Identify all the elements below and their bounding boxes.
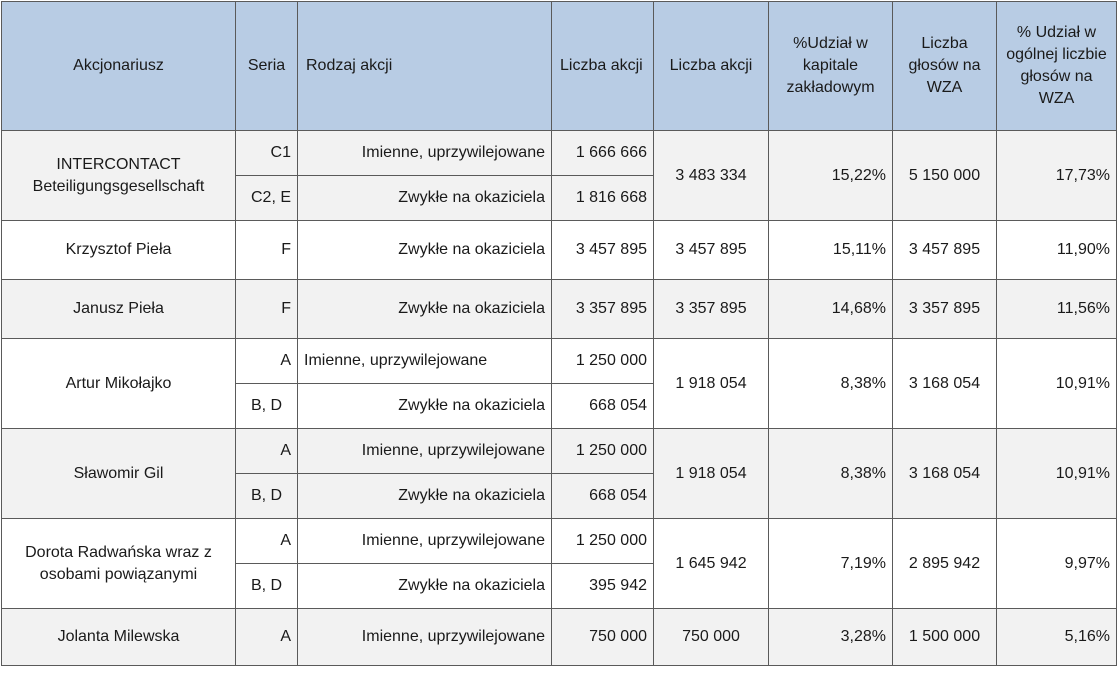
shareholder-table [1, 1, 1117, 666]
total-cell: 3 483 334 [654, 131, 769, 221]
liczba-cell: 1 816 668 [552, 176, 654, 221]
header-udzial-kapital: %Udział w kapitale zakładowym [769, 2, 893, 131]
udzial-glosy-cell: 17,73% [997, 131, 1117, 221]
liczba-cell: 395 942 [552, 564, 654, 609]
rodzaj-cell: Imienne, uprzywilejowane [298, 429, 552, 474]
total-cell: 750 000 [654, 609, 769, 666]
liczba-cell: 3 357 895 [552, 280, 654, 339]
shareholder-name: Sławomir Gil [2, 429, 236, 519]
udzial-glosy-cell: 10,91% [997, 429, 1117, 519]
liczba-cell: 750 000 [552, 609, 654, 666]
glosy-cell: 3 168 054 [893, 339, 997, 429]
table-row [2, 339, 1117, 384]
table-row [2, 609, 1117, 666]
glosy-cell: 5 150 000 [893, 131, 997, 221]
udzial-cell: 15,22% [769, 131, 893, 221]
udzial-glosy-cell: 11,56% [997, 280, 1117, 339]
liczba-cell: 668 054 [552, 474, 654, 519]
seria-cell: C1 [236, 131, 298, 176]
header-row [2, 2, 1117, 131]
rodzaj-cell: Imienne, uprzywilejowane [298, 131, 552, 176]
seria-cell: B, D [236, 384, 298, 429]
liczba-cell: 668 054 [552, 384, 654, 429]
udzial-cell: 7,19% [769, 519, 893, 609]
udzial-cell: 3,28% [769, 609, 893, 666]
total-cell: 1 645 942 [654, 519, 769, 609]
shareholder-name: Artur Mikołajko [2, 339, 236, 429]
shareholder-name: Janusz Pieła [2, 280, 236, 339]
glosy-cell: 3 457 895 [893, 221, 997, 280]
udzial-cell: 8,38% [769, 339, 893, 429]
shareholder-name: INTERCONTACT Beteiligungsgesellschaft [2, 131, 236, 221]
liczba-cell: 1 250 000 [552, 339, 654, 384]
udzial-glosy-cell: 5,16% [997, 609, 1117, 666]
header-akcjonariusz: Akcjonariusz [2, 2, 236, 131]
liczba-cell: 1 666 666 [552, 131, 654, 176]
header-liczba-akcji: Liczba akcji [552, 2, 654, 131]
glosy-cell: 3 168 054 [893, 429, 997, 519]
rodzaj-cell: Zwykłe na okaziciela [298, 564, 552, 609]
udzial-glosy-cell: 11,90% [997, 221, 1117, 280]
table-row [2, 221, 1117, 280]
header-seria: Seria [236, 2, 298, 131]
rodzaj-cell: Imienne, uprzywilejowane [298, 339, 552, 384]
seria-cell: A [236, 609, 298, 666]
rodzaj-cell: Zwykłe na okaziciela [298, 221, 552, 280]
total-cell: 1 918 054 [654, 339, 769, 429]
table-row [2, 429, 1117, 474]
rodzaj-cell: Zwykłe na okaziciela [298, 280, 552, 339]
seria-cell: F [236, 280, 298, 339]
shareholder-name: Jolanta Milewska [2, 609, 236, 666]
rodzaj-cell: Zwykłe na okaziciela [298, 384, 552, 429]
header-liczba-glosow: Liczba głosów na WZA [893, 2, 997, 131]
header-rodzaj: Rodzaj akcji [298, 2, 552, 131]
liczba-cell: 3 457 895 [552, 221, 654, 280]
udzial-cell: 15,11% [769, 221, 893, 280]
glosy-cell: 3 357 895 [893, 280, 997, 339]
header-liczba-akcji-total: Liczba akcji [654, 2, 769, 131]
rodzaj-cell: Imienne, uprzywilejowane [298, 519, 552, 564]
table-row [2, 280, 1117, 339]
shareholder-name: Krzysztof Pieła [2, 221, 236, 280]
table-row [2, 131, 1117, 176]
glosy-cell: 2 895 942 [893, 519, 997, 609]
seria-cell: A [236, 429, 298, 474]
seria-cell: A [236, 339, 298, 384]
shareholder-name: Dorota Radwańska wraz z osobami powiązanymi [2, 519, 236, 609]
seria-cell: B, D [236, 564, 298, 609]
udzial-cell: 8,38% [769, 429, 893, 519]
total-cell: 1 918 054 [654, 429, 769, 519]
rodzaj-cell: Zwykłe na okaziciela [298, 176, 552, 221]
total-cell: 3 457 895 [654, 221, 769, 280]
seria-cell: A [236, 519, 298, 564]
udzial-glosy-cell: 10,91% [997, 339, 1117, 429]
glosy-cell: 1 500 000 [893, 609, 997, 666]
seria-cell: B, D [236, 474, 298, 519]
seria-cell: F [236, 221, 298, 280]
udzial-glosy-cell: 9,97% [997, 519, 1117, 609]
total-cell: 3 357 895 [654, 280, 769, 339]
header-udzial-glosy: % Udział w ogólnej liczbie głosów na WZA [997, 2, 1117, 131]
rodzaj-cell: Imienne, uprzywilejowane [298, 609, 552, 666]
table-row [2, 519, 1117, 564]
rodzaj-cell: Zwykłe na okaziciela [298, 474, 552, 519]
seria-cell: C2, E [236, 176, 298, 221]
liczba-cell: 1 250 000 [552, 429, 654, 474]
liczba-cell: 1 250 000 [552, 519, 654, 564]
udzial-cell: 14,68% [769, 280, 893, 339]
